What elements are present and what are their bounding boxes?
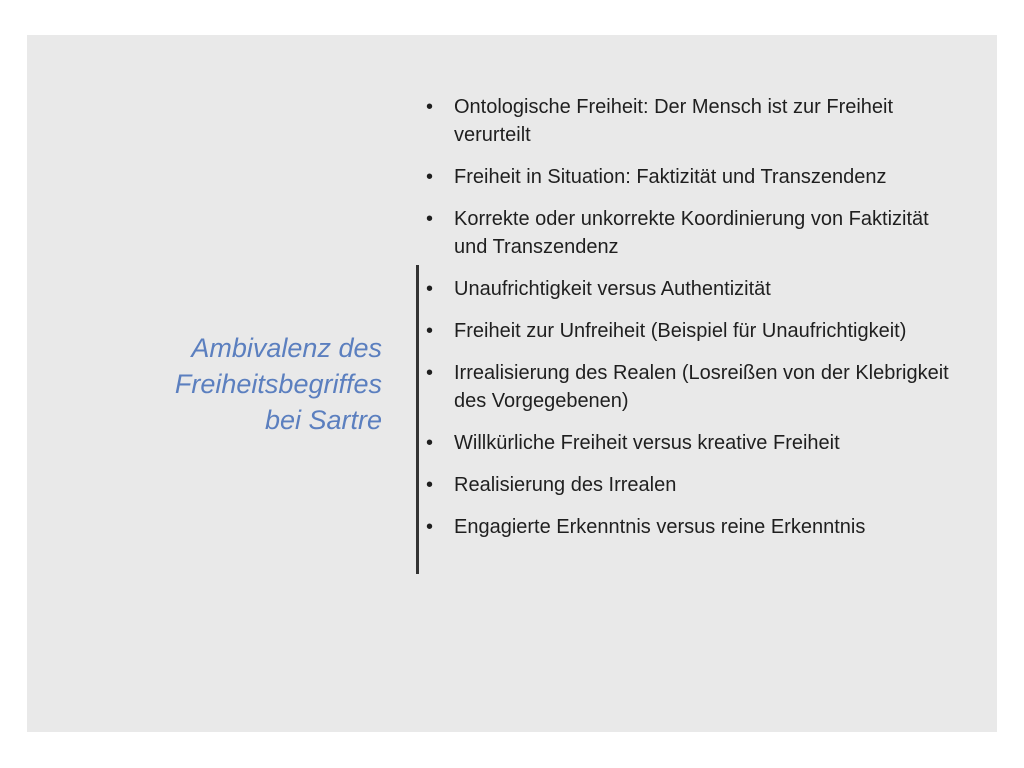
- slide-title: [87, 330, 382, 438]
- bullet-item: [423, 429, 963, 457]
- title-line: bei Sartre: [264, 405, 382, 435]
- bullet-text: • Willkürliche Freiheit versus kreative Freiheit: [454, 432, 840, 454]
- bullet-text: • Unaufrichtigkeit versus Authentizität: [454, 278, 771, 300]
- bullet-item: [423, 471, 963, 499]
- bullet-text: • Realisierung des Irrealen: [454, 474, 677, 496]
- bullet-item: [423, 93, 963, 149]
- bullet-text: • Ontologische Freiheit: Der Mensch ist zur Freiheit verurteilt: [454, 96, 894, 146]
- vertical-divider: [416, 265, 419, 574]
- bullet-item: [423, 205, 963, 261]
- title-line: Freiheitsbegriffes: [174, 369, 382, 399]
- bullet-text: • Korrekte oder unkorrekte Koordinierung von Faktizität und Transzendenz: [454, 208, 929, 258]
- bullet-item: [423, 513, 963, 541]
- bullet-text: • Irrealisierung des Realen (Losreißen von der Klebrigkeit des Vorgegebenen): [454, 362, 949, 412]
- bullet-text: • Engagierte Erkenntnis versus reine Erkenntnis: [454, 516, 866, 538]
- bullet-text: • Freiheit in Situation: Faktizität und Transzendenz: [454, 166, 887, 188]
- bullet-item: [423, 163, 963, 191]
- title-line: Ambivalenz des: [191, 333, 382, 363]
- bullet-list: [423, 93, 963, 555]
- bullet-item: [423, 359, 963, 415]
- bullet-text: • Freiheit zur Unfreiheit (Beispiel für Unaufrichtigkeit): [454, 320, 907, 342]
- bullet-item: [423, 275, 963, 303]
- bullet-item: [423, 317, 963, 345]
